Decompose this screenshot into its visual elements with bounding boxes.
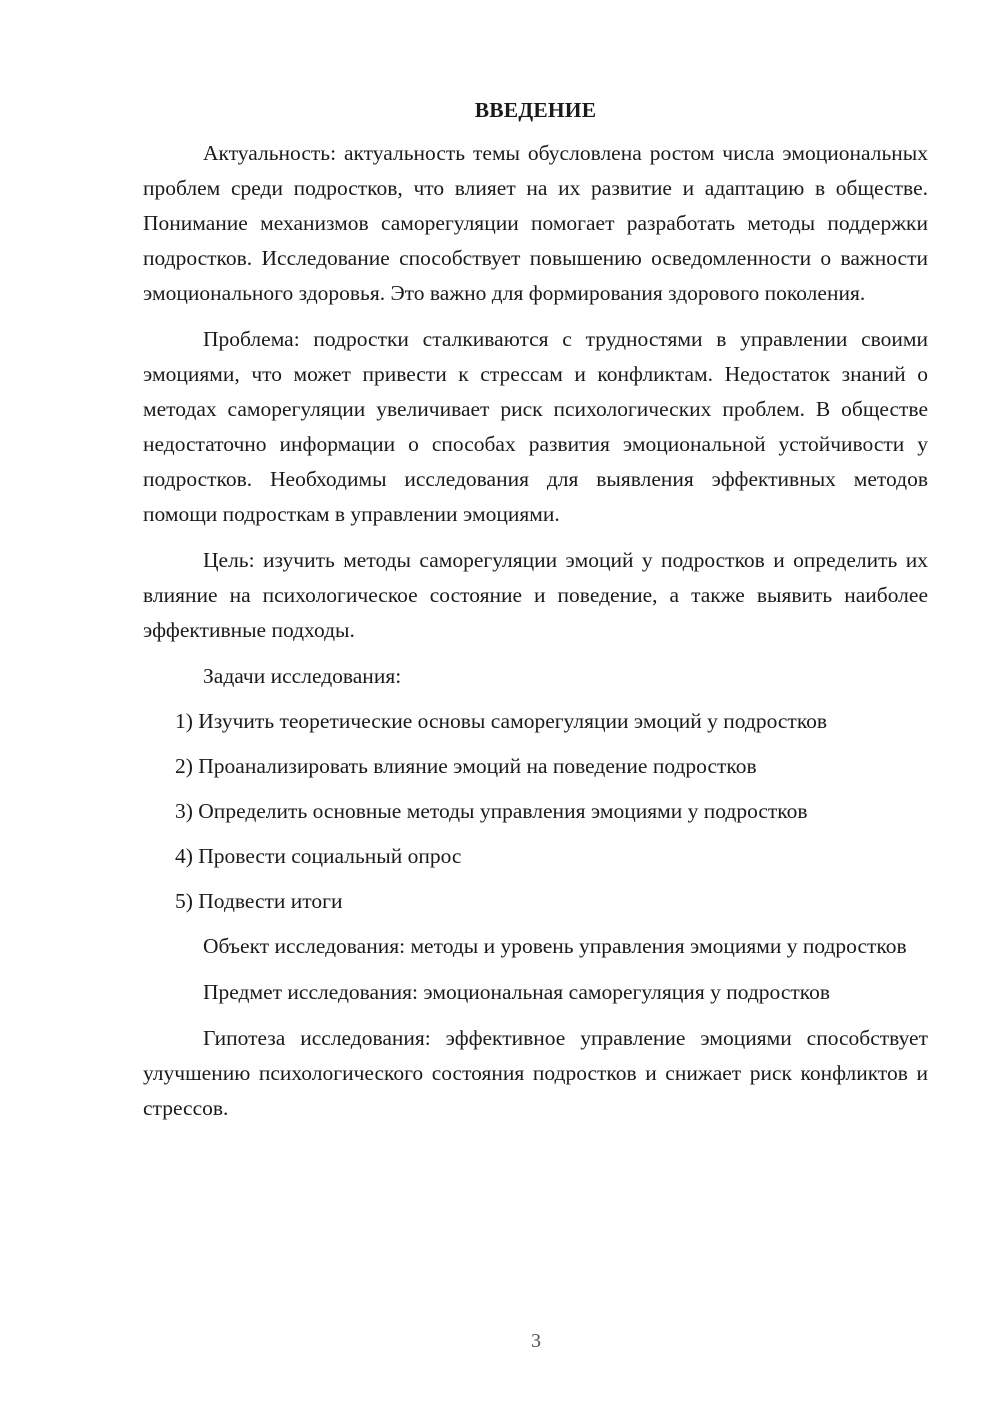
object-paragraph: Объект исследования: методы и уровень управления эмоциями у подростков [203,934,907,958]
relevance-paragraph: Актуальность: актуальность темы обусловлена ростом числа эмоциональных проблем среди подростков, что влияет на их развитие и адаптацию в обществе. Понимание механизмов саморегуляции помогает разработать методы поддержки подростков. Исследование способствует повышению осведомленности о важности эмоционального здоровья. Это важно для формирования здорового поколения. [143,141,928,305]
tasks-list [143,704,928,919]
page-number: 3 [531,1330,541,1352]
task-item: 3) Определить основные методы управления эмоциями у подростков [175,799,808,823]
task-item: 5) Подвести итоги [175,889,343,913]
problem-paragraph: Проблема: подростки сталкиваются с трудностями в управлении своими эмоциями, что может привести к стрессам и конфликтам. Недостаток знаний о методах саморегуляции увеличивает риск психологических проблем. В обществе недостаточно информации о способах развития эмоциональной устойчивости у подростков. Необходимы исследования для выявления эффективных методов помощи подросткам в управлении эмоциями. [143,327,928,526]
subject-paragraph: Предмет исследования: эмоциональная саморегуляция у подростков [203,980,831,1004]
section-heading: ВВЕДЕНИЕ [474,98,597,122]
task-item: 1) Изучить теоретические основы саморегуляции эмоций у подростков [175,709,828,733]
task-item: 2) Проанализировать влияние эмоций на поведение подростков [175,754,757,778]
tasks-title: Задачи исследования: [203,664,402,688]
page-content [143,93,928,1126]
task-item: 4) Провести социальный опрос [175,844,462,868]
goal-paragraph: Цель: изучить методы саморегуляции эмоций у подростков и определить их влияние на психологическое состояние и поведение, а также выявить наиболее эффективные подходы. [143,548,928,642]
hypothesis-paragraph: Гипотеза исследования: эффективное управление эмоциями способствует улучшению психологического состояния подростков и снижает риск конфликтов и стрессов. [143,1026,928,1120]
